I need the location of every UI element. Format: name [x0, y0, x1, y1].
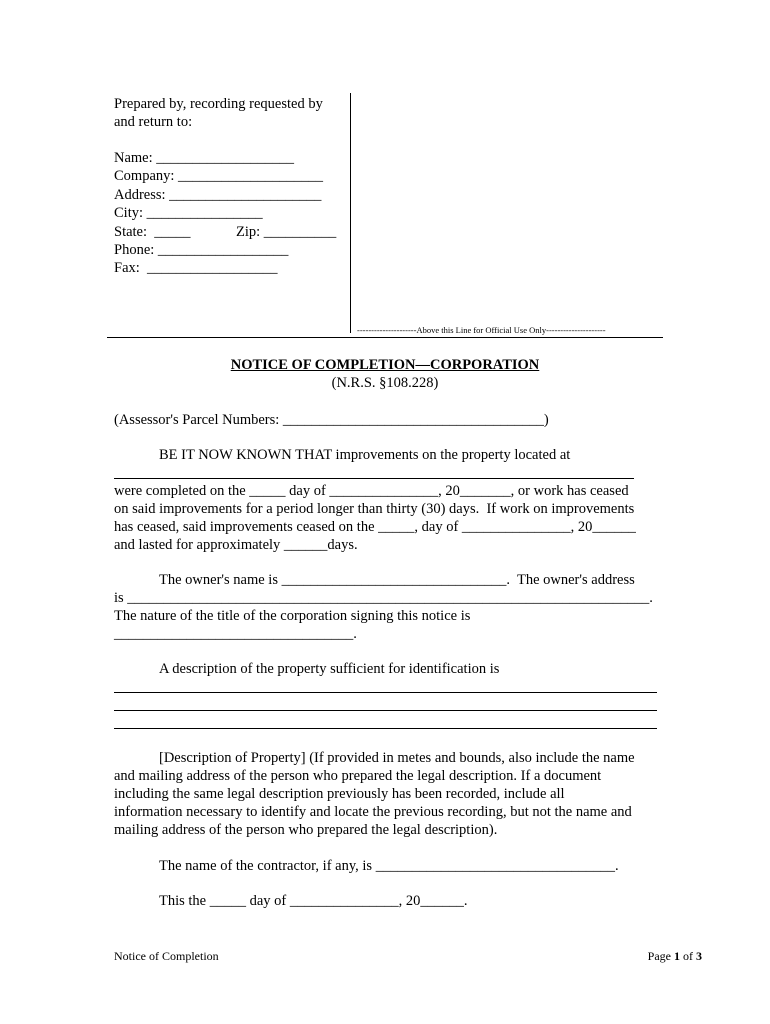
paragraph4-line1: [Description of Property] (If provided in metes and bounds, also include the name [159, 750, 635, 766]
paragraph4-line2: and mailing address of the person who prepared the legal description. If a document [114, 768, 602, 784]
paragraph4-line3: including the same legal description previously has been recorded, include all [114, 786, 565, 802]
paragraph1-line5: has ceased, said improvements ceased on the _____, day of _______________, 20______ [114, 519, 636, 535]
address-field: Address: _____________________ [114, 187, 322, 203]
state-field: State: _____ [114, 224, 191, 240]
document-title: NOTICE OF COMPLETION—CORPORATION [230, 357, 540, 373]
phone-field: Phone: __________________ [114, 242, 289, 258]
paragraph4-line4: information necessary to identify and locate the previous recording, but not the name and [114, 804, 632, 820]
zip-field: Zip: __________ [236, 224, 337, 240]
description-blank-2 [114, 710, 657, 711]
paragraph2-line4: _________________________________. [114, 626, 357, 642]
prepared-by-line1: Prepared by, recording requested by [114, 96, 323, 112]
parcel-numbers: (Assessor's Parcel Numbers: ____________________________________) [114, 412, 549, 428]
paragraph2-line2: is ________________________________________________________________________. [114, 590, 653, 606]
description-blank-1 [114, 692, 657, 693]
paragraph1-line1: BE IT NOW KNOWN THAT improvements on the property located at [159, 447, 571, 463]
paragraph1-line4: on said improvements for a period longer than thirty (30) days. If work on improvements [114, 501, 635, 517]
footer-title: Notice of Completion [114, 949, 219, 963]
fax-field: Fax: __________________ [114, 260, 278, 276]
city-field: City: ________________ [114, 205, 263, 221]
paragraph4-line5: mailing address of the person who prepared the legal description). [114, 822, 498, 838]
header-vertical-divider [350, 93, 351, 333]
paragraph2-line1: The owner's name is _______________________________. The owner's address [159, 572, 635, 588]
date-line: This the _____ day of _______________, 20______. [159, 893, 468, 909]
paragraph1-line6: and lasted for approximately ______days. [114, 537, 358, 553]
page-current: 1 [674, 949, 680, 963]
page-mid: of [680, 949, 696, 963]
header-horizontal-divider [107, 337, 663, 338]
page-total: 3 [696, 949, 702, 963]
paragraph1-line3: were completed on the _____ day of _______________, 20_______, or work has ceased [114, 483, 629, 499]
paragraph3-line1: A description of the property sufficient for identification is [159, 661, 500, 677]
official-use-notice: ---------------------Above this Line for Official Use Only--------------------- [357, 325, 606, 335]
page-number [648, 949, 702, 963]
prepared-by-line2: and return to: [114, 114, 193, 130]
property-location-blank [114, 478, 634, 479]
page-prefix: Page [647, 949, 674, 963]
contractor-line: The name of the contractor, if any, is _________________________________. [159, 858, 619, 874]
document-subtitle: (N.R.S. §108.228) [331, 375, 439, 391]
paragraph2-line3: The nature of the title of the corporation signing this notice is [114, 608, 471, 624]
name-field: Name: ___________________ [114, 150, 295, 166]
description-blank-3 [114, 728, 657, 729]
company-field: Company: ____________________ [114, 168, 324, 184]
